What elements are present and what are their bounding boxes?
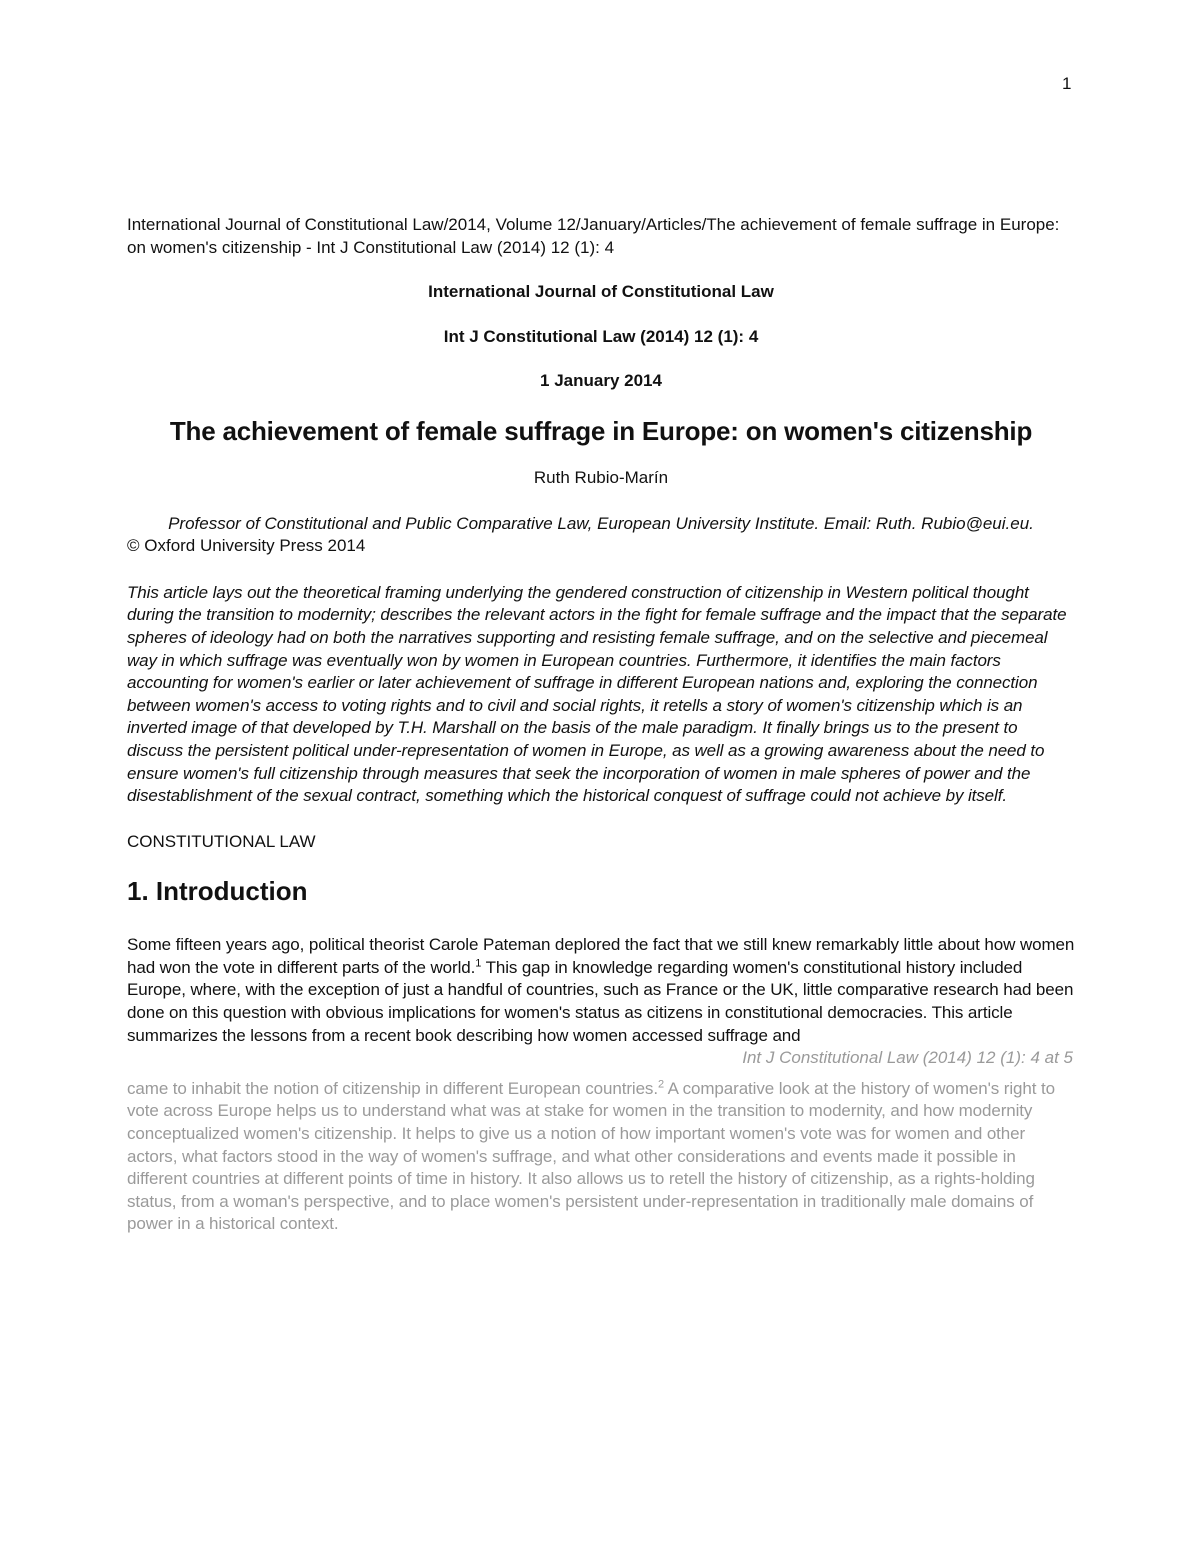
breadcrumb: International Journal of Constitutional Law/2014, Volume 12/January/Articles/The achievement of female suffrage in Europe: on women's citizenship - Int J Constitutional Law (2014) 12 (1): 4 [127,215,1060,257]
page-reference: Int J Constitutional Law (2014) 12 (1): 4 at 5 [742,1048,1073,1068]
article-title: The achievement of female suffrage in Europe: on women's citizenship [169,415,1033,446]
footnote-ref-2[interactable]: 2 [657,1078,664,1091]
copyright-notice: © Oxford University Press 2014 [127,536,366,556]
page-number: 1 [1062,74,1072,93]
document-body [127,214,1075,1236]
publication-date: 1 January 2014 [540,371,662,391]
intro-text-1: Some fifteen years ago, political theorist Carole Pateman deplored the fact that we still knew remarkably little about how women had won the vote in different parts of the world. [127,935,1075,977]
author-name: Ruth Rubio-Marín [533,467,669,487]
author-affiliation: Professor of Constitutional and Public Comparative Law, European University Institute. Email: Ruth. Rubio@eui.eu. [168,513,1034,533]
footnote-ref-1[interactable]: 1 [475,957,482,970]
intro-paragraph [127,934,1075,1047]
continuation-text-1: came to inhabit the notion of citizenship in different European countries. [127,1078,658,1098]
continuation-paragraph [127,1078,1075,1236]
abstract: This article lays out the theoretical framing underlying the gendered construction of citizenship in Western political thought during the transition to modernity; describes the relevant actors in the fight for female suffrage and the impact that the separate spheres of ideology had on both the narratives supporting and resisting female suffrage, and on the selective and piecemeal way in which suffrage was eventually won by women in European countries. Furthermore, it identifies the main factors accounting for women's earlier or later achievement of suffrage in different European nations and, exploring the connection between women's access to voting rights and to civil and social rights, it retells a story of women's citizenship which is an inverted image of that developed by T.H. Marshall on the basis of the male paradigm. It finally brings us to the present to discuss the persistent political under-representation of women in Europe, as well as a growing awareness about the need to ensure women's full citizenship through measures that seek the incorporation of women in male spheres of power and the disestablishment of the sexual contract, something which the historical conquest of suffrage could not achieve by itself. [127,582,1067,806]
citation: Int J Constitutional Law (2014) 12 (1): 4 [443,326,759,346]
subject-label: CONSTITUTIONAL LAW [127,831,316,851]
journal-name: International Journal of Constitutional Law [428,282,774,302]
intro-text-2: This gap in knowledge regarding women's constitutional history included Europe, where, with the exception of just a handful of countries, such as France or the UK, little comparative research had been done on this question with obvious implications for women's status as citizens in constitutional democracies. This article summarizes the lessons from a recent book describing how women accessed suffrage and [127,957,1074,1045]
continuation-text-2: A comparative look at the history of women's right to vote across Europe helps us to understand what was at stake for women in the transition to modernity, and how modernity conceptualized women's citizenship. It helps to give us a notion of how important women's vote was for women and other actors, what factors stood in the way of women's suffrage, and what other considerations and events made it possible in different countries at different points of time in history. It also allows us to retell the history of citizenship, as a rights-holding status, from a woman's perspective, and to place women's persistent under-representation in traditionally male domains of power in a historical context. [127,1078,1055,1234]
section-heading: 1. Introduction [127,876,308,907]
